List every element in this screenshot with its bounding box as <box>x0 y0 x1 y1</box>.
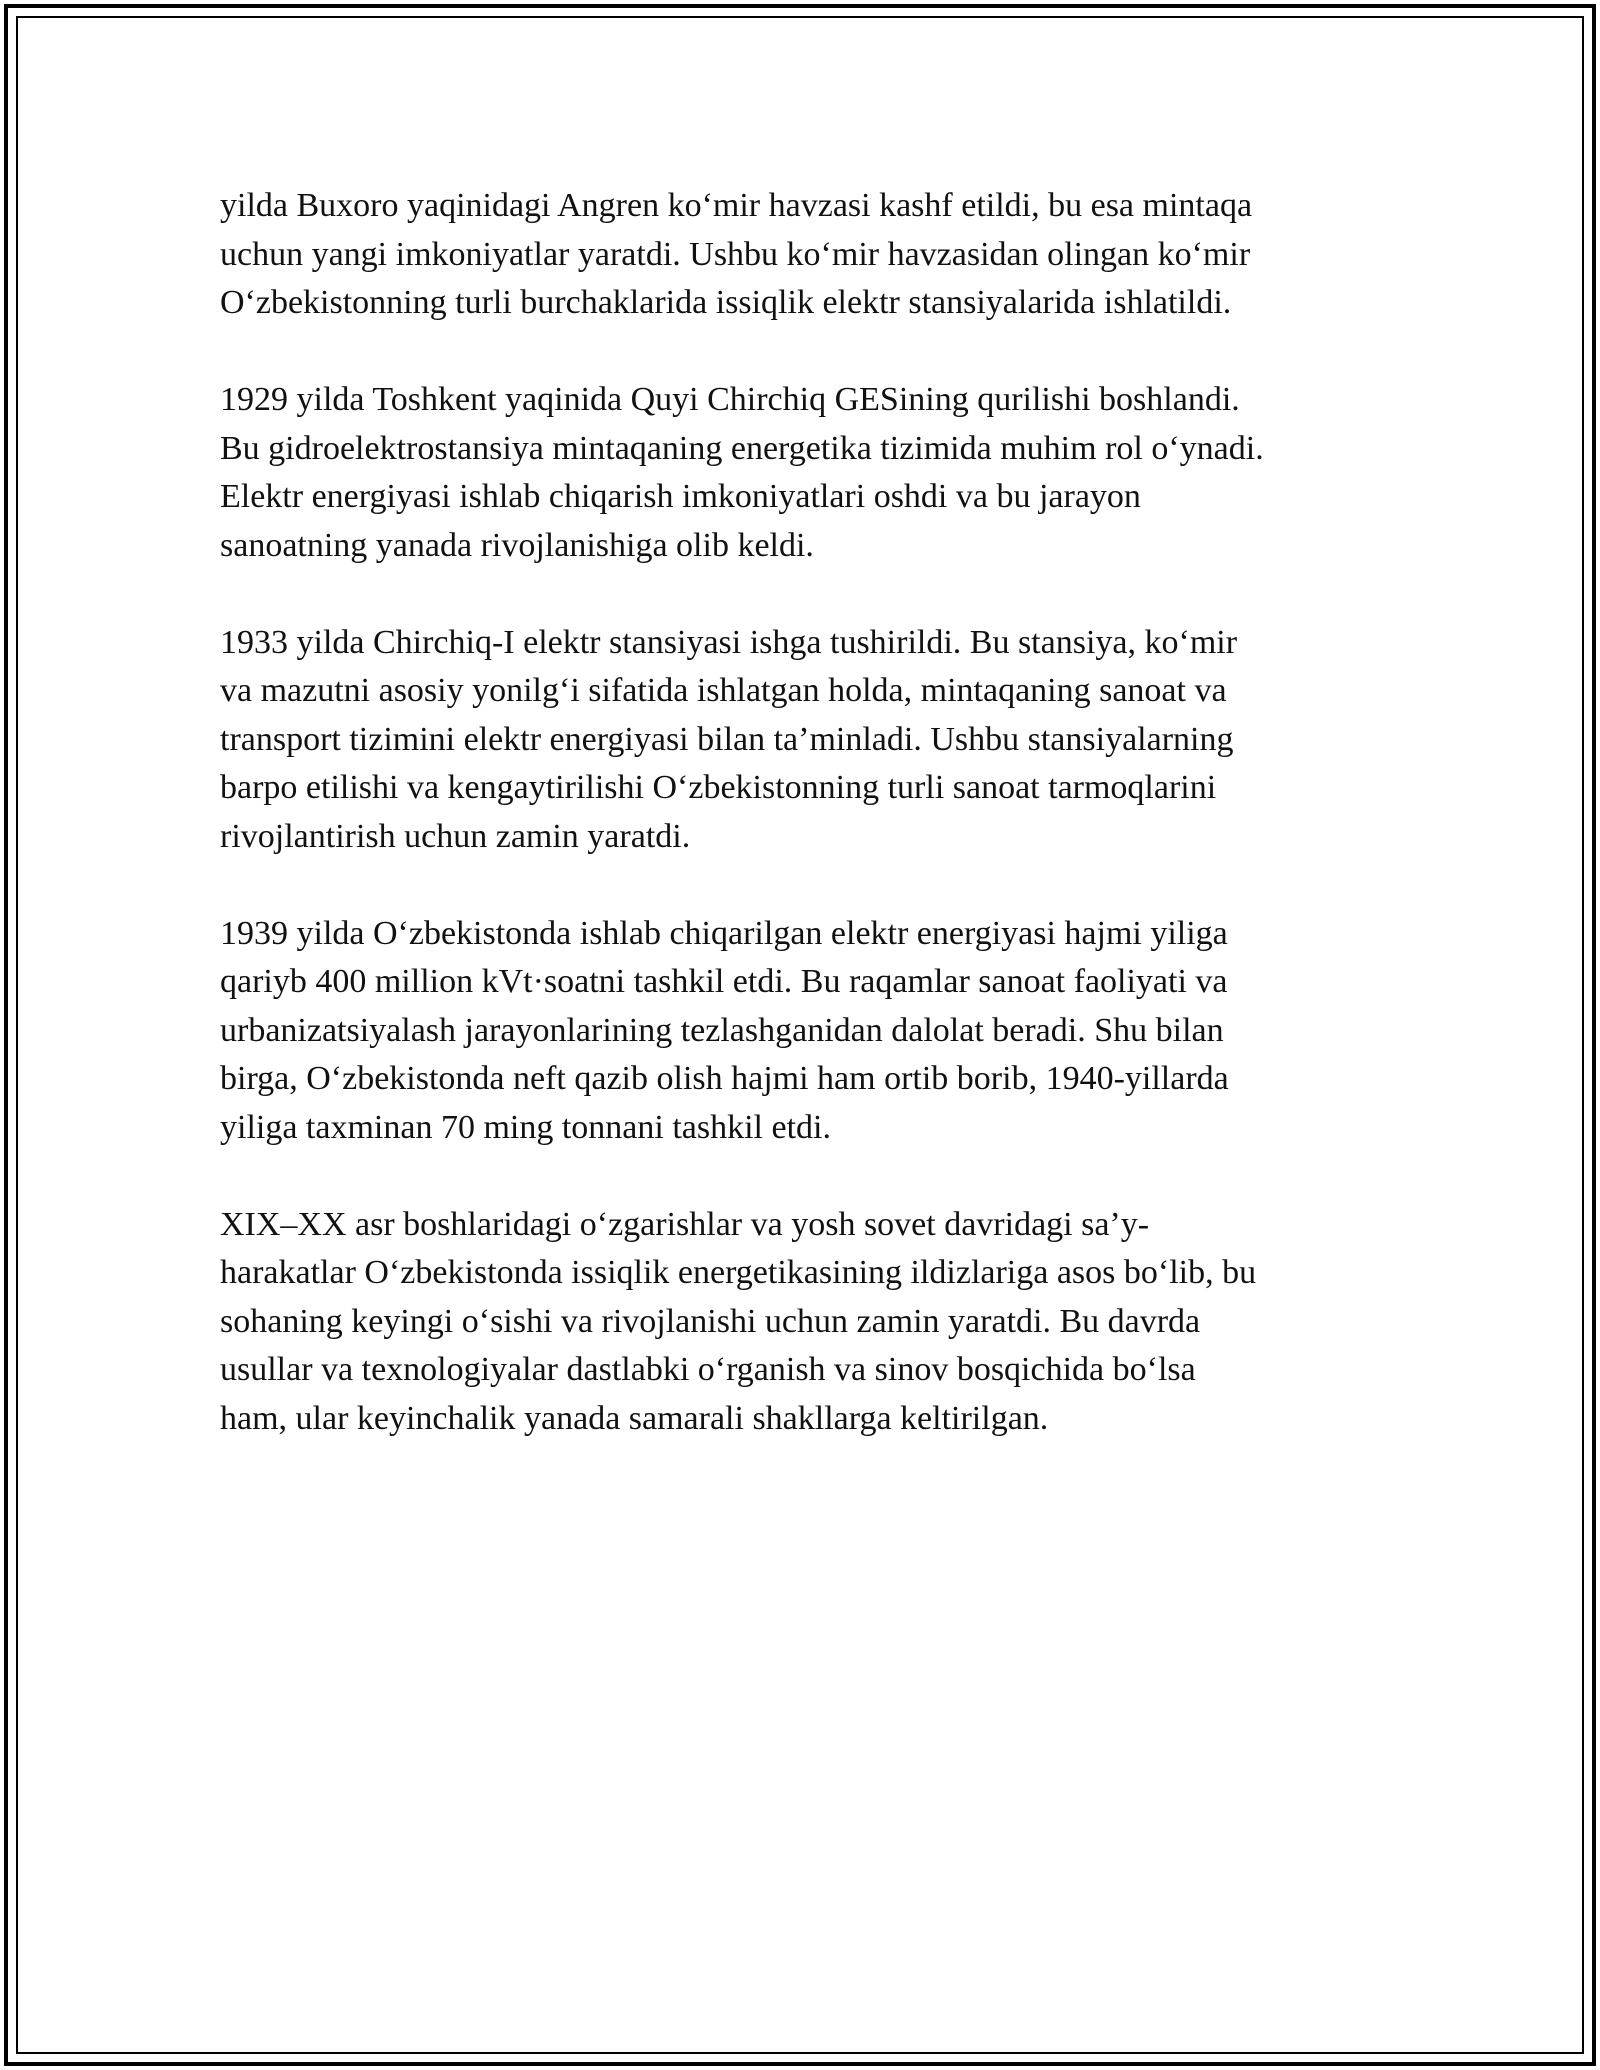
text-line: XIX–XX asr boshlaridagi o‘zgarishlar va yosh sovet davridagi sa’y- <box>220 1205 1150 1243</box>
text-line: yilda Buxoro yaqinidagi Angren ko‘mir havzasi kashf etildi, bu esa mintaqa <box>220 187 1253 224</box>
paragraph-conclusion <box>220 1201 1380 1444</box>
paragraph-1933-chirchiq-station <box>220 619 1380 862</box>
text-line: Elektr energiyasi ishlab chiqarish imkoniyatlari oshdi va bu jarayon <box>220 478 1141 515</box>
text-line: harakatlar O‘zbekistonda issiqlik energetikasining ildizlariga asos bo‘lib, bu <box>220 1254 1257 1291</box>
text-line: qariyb 400 million kVt·soatni tashkil etdi. Bu raqamlar sanoat faoliyati va <box>220 963 1228 1000</box>
text-line: ham, ular keyinchalik yanada samarali shakllarga keltirilgan. <box>220 1399 1049 1437</box>
text-line: O‘zbekistonning turli burchaklarida issiqlik elektr stansiyalarida ishlatildi. <box>220 284 1232 321</box>
document-body <box>220 182 1380 1492</box>
text-line: rivojlantirish uchun zamin yaratdi. <box>220 817 691 855</box>
text-line: yiliga taxminan 70 ming tonnani tashkil etdi. <box>220 1108 831 1146</box>
text-line: urbanizatsiyalash jarayonlarining tezlashganidan dalolat beradi. Shu bilan <box>220 1011 1224 1049</box>
paragraph-1939-electricity-output <box>220 910 1380 1153</box>
text-line: barpo etilishi va kengaytirilishi O‘zbekistonning turli sanoat tarmoqlarini <box>220 769 1217 806</box>
paragraph-angren-coal <box>220 182 1380 328</box>
text-line: birga, O‘zbekistonda neft qazib olish hajmi ham ortib borib, 1940-yillarda <box>220 1060 1229 1097</box>
text-line: 1939 yilda O‘zbekistonda ishlab chiqarilgan elektr energiyasi hajmi yiliga <box>220 914 1228 952</box>
text-line: usullar va texnologiyalar dastlabki o‘rganish va sinov bosqichida bo‘lsa <box>220 1351 1196 1388</box>
text-line: va mazutni asosiy yonilg‘i sifatida ishlatgan holda, mintaqaning sanoat va <box>220 672 1227 709</box>
text-line: Bu gidroelektrostansiya mintaqaning energetika tizimida muhim rol o‘ynadi. <box>220 429 1264 467</box>
text-line: transport tizimini elektr energiyasi bilan ta’minladi. Ushbu stansiyalarning <box>220 720 1234 758</box>
text-line: 1929 yilda Toshkent yaqinida Quyi Chirchiq GESining qurilishi boshlandi. <box>220 381 1240 418</box>
text-line: sohaning keyingi o‘sishi va rivojlanishi uchun zamin yaratdi. Bu davrda <box>220 1302 1201 1340</box>
text-line: sanoatning yanada rivojlanishiga olib keldi. <box>220 526 814 564</box>
text-line: uchun yangi imkoniyatlar yaratdi. Ushbu ko‘mir havzasidan olingan ko‘mir <box>220 235 1251 273</box>
paragraph-1929-chirchiq-ges <box>220 376 1380 570</box>
text-line: 1933 yilda Chirchiq-I elektr stansiyasi ishga tushirildi. Bu stansiya, ko‘mir <box>220 623 1238 661</box>
